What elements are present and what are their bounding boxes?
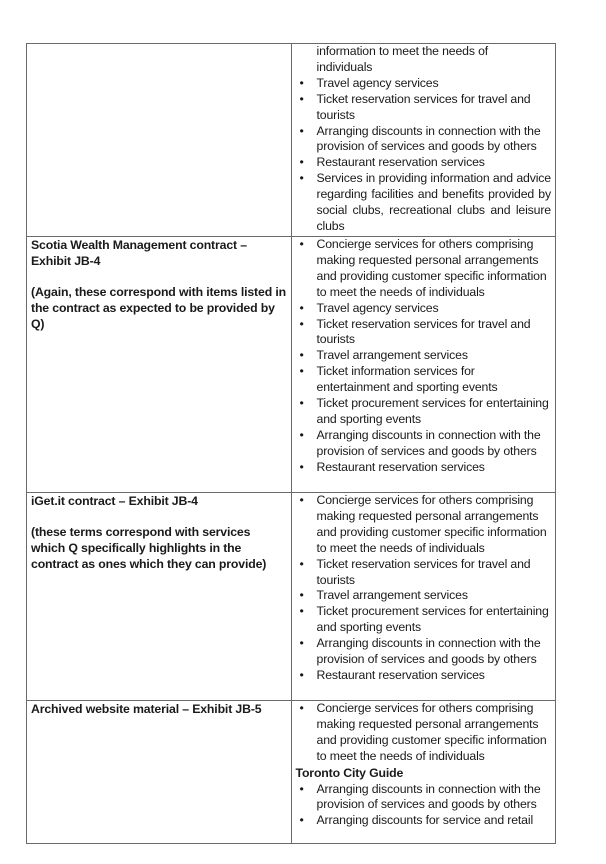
bullet-icon: • [299,348,304,363]
exhibit-title: Archived website material – Exhibit JB-5 [31,702,262,716]
list-item: • Arranging discounts for service and retail [299,813,534,828]
evidence-table [26,43,556,844]
bullet-icon: • [299,364,304,379]
list-item: • Ticket information services for entertainment and sporting events [299,364,498,395]
list-item: • Travel agency services [299,300,439,315]
bullet-icon: • [299,396,304,411]
exhibit-note: (Again, these correspond with items listed in the contract as expected to be provided by Q) [31,284,286,331]
bullet-icon: • [299,91,304,106]
row-label-cell [27,701,292,844]
bullet-icon: • [299,701,304,715]
bullet-icon: • [299,556,304,571]
list-item: • Services in providing information and advice regarding facilities and benefits provided by social clubs, recreational clubs and leisure clubs [299,171,551,233]
services-cell [291,701,556,844]
bullet-icon: • [299,155,304,170]
list-item: • Restaurant reservation services [299,667,485,682]
list-item: • Ticket reservation services for travel and tourists [299,316,531,347]
list-item: • Restaurant reservation services [299,155,485,170]
bullet-icon: • [299,300,304,315]
services-cell [291,44,556,237]
bullet-icon: • [299,459,304,474]
continued-line: individuals [316,59,373,74]
exhibit-title: Scotia Wealth Management contract – Exhibit JB-4 [31,238,247,268]
bullet-icon: • [299,781,304,796]
list-item: • Ticket reservation services for travel and tourists [299,91,531,122]
section-subheading: Toronto City Guide [295,765,404,780]
services-cell [291,493,556,701]
bullet-icon: • [299,171,304,186]
table-row [27,237,556,493]
list-item: • Travel agency services [299,75,439,90]
row-label-cell [27,493,292,701]
list-item: • Arranging discounts in connection with the provision of services and goods by others [299,636,541,667]
list-item: • Restaurant reservation services [299,459,485,474]
list-item: • Concierge services for others comprising making requested personal arrangements and providing customer specific information to meet the needs of individuals [299,701,547,763]
services-list [296,76,552,235]
bullet-icon: • [299,75,304,90]
bullet-icon: • [299,636,304,651]
list-item: • Ticket procurement services for entertaining and sporting events [299,396,549,426]
list-item: • Arranging discounts in connection with the provision of services and goods by others [299,781,541,812]
bullet-icon: • [299,316,304,331]
list-item: • Ticket reservation services for travel and tourists [299,556,531,587]
table-row [27,701,556,844]
list-item: • Travel arrangement services [299,348,468,363]
list-item: • Ticket procurement services for entertaining and sporting events [299,604,549,635]
bullet-icon: • [299,123,304,138]
bullet-icon: • [299,237,304,251]
row-label-cell [27,237,292,493]
list-item: • Concierge services for others comprising making requested personal arrangements and providing customer specific information to meet the needs of individuals [299,493,547,555]
continued-line: information to meet the needs of [316,44,489,58]
row-label-cell [27,44,292,237]
bullet-icon: • [299,588,304,603]
exhibit-note: (these terms correspond with services which Q specifically highlights in the contract as ones which they can provide) [31,524,267,571]
list-item: • Arranging discounts in connection with the provision of services and goods by others [299,427,541,458]
services-list [296,493,552,684]
bullet-icon: • [299,604,304,619]
services-cell [291,237,556,493]
bullet-icon: • [299,493,304,507]
list-item: • Travel arrangement services [299,588,468,603]
bullet-icon: • [299,813,304,828]
list-item: • Concierge services for others comprising making requested personal arrangements and providing customer specific information to meet the needs of individuals [299,237,547,299]
bullet-icon: • [299,667,304,682]
exhibit-title: iGet.it contract – Exhibit JB-4 [31,494,198,508]
services-list [296,701,552,765]
services-list [296,237,552,476]
table-row [27,493,556,701]
list-item: • Arranging discounts in connection with the provision of services and goods by others [299,123,541,154]
services-list [296,782,552,830]
table-row [27,44,556,237]
bullet-icon: • [299,427,304,442]
